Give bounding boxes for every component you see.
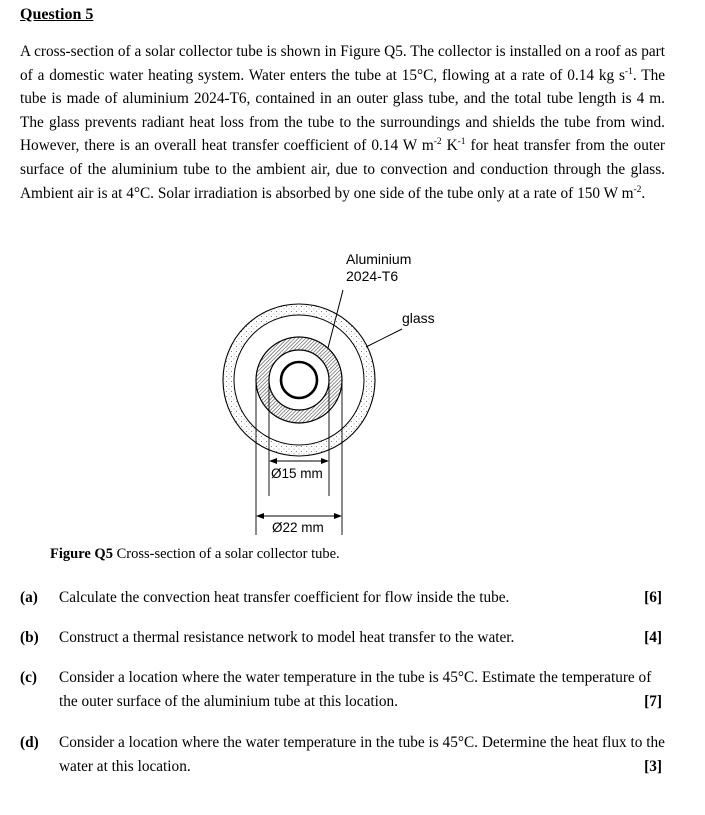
part-b-marks: [4]	[644, 629, 662, 646]
exponent-2: -2	[433, 137, 442, 148]
part-b-text: Construct a thermal resistance network to model heat transfer to the water.	[59, 629, 515, 646]
question-part-d	[20, 731, 665, 779]
intro-text-5: .	[641, 184, 646, 202]
part-c-marks: [7]	[644, 693, 662, 710]
label-aluminium-grade: 2024-T6	[346, 268, 399, 284]
tube-centre-shade	[281, 362, 317, 398]
question-part-a	[20, 586, 665, 610]
part-a-text: Calculate the convection heat transfer coefficient for flow inside the tube.	[59, 589, 510, 606]
dim-inner-arrow-right	[321, 458, 329, 464]
question-heading: Question 5	[20, 6, 94, 23]
dim-outer-arrow-left	[256, 513, 264, 519]
intro-text-1: A cross-section of a solar collector tube is shown in Figure Q5. The collector is installed on a roof as part of a domestic water heating system. Water enters the tube at 15°C, flowing at a rate of 0.14 kg s	[20, 43, 665, 84]
intro-text-3: K	[441, 137, 458, 155]
part-c-text: Consider a location where the water temperature in the tube is 45°C. Estimate the temperature of the outer surface of the aluminium tube at this location.	[59, 669, 652, 710]
part-d-label: (d)	[20, 734, 39, 751]
part-d-text: Consider a location where the water temperature in the tube is 45°C. Determine the heat flux to the water at this location.	[59, 734, 665, 775]
label-aluminium: Aluminium	[346, 251, 412, 267]
exponent-4: -2	[633, 184, 642, 195]
part-d-marks: [3]	[644, 758, 662, 775]
part-c-label: (c)	[20, 669, 37, 686]
glass-leader-line	[366, 329, 402, 347]
part-a-label: (a)	[20, 589, 38, 606]
exponent-1: -1	[624, 66, 633, 77]
part-a-marks: [6]	[644, 589, 662, 606]
caption-label: Figure Q5	[50, 546, 113, 562]
question-part-b	[20, 626, 665, 650]
intro-text-4: for heat transfer from the outer surface of the aluminium tube to the ambient air, due to convection and conduction through the glass. Ambient air is at 4°C. Solar irradiation is absorbed by one side of the tube only at a rate of 150 W m	[20, 137, 665, 202]
label-glass: glass	[402, 310, 435, 326]
intro-text-2: . The tube is made of aluminium 2024-T6, contained in an outer glass tube, and the total tube length is 4 m. The glass prevents radiant heat loss from the tube to the surroundings and shields the tube from wind. However, there is an overall heat transfer coefficient of 0.14 W m	[20, 66, 666, 155]
question-part-c	[20, 666, 665, 714]
caption-text: Cross-section of a solar collector tube.	[112, 546, 340, 562]
dim-inner-label: Ø15 mm	[271, 466, 323, 481]
dim-outer-label: Ø22 mm	[272, 520, 324, 535]
figure-caption	[50, 546, 340, 563]
dim-outer-arrow-right	[334, 513, 342, 519]
exponent-3: -1	[457, 137, 466, 148]
dim-inner-arrow-left	[269, 458, 277, 464]
part-b-label: (b)	[20, 629, 39, 646]
